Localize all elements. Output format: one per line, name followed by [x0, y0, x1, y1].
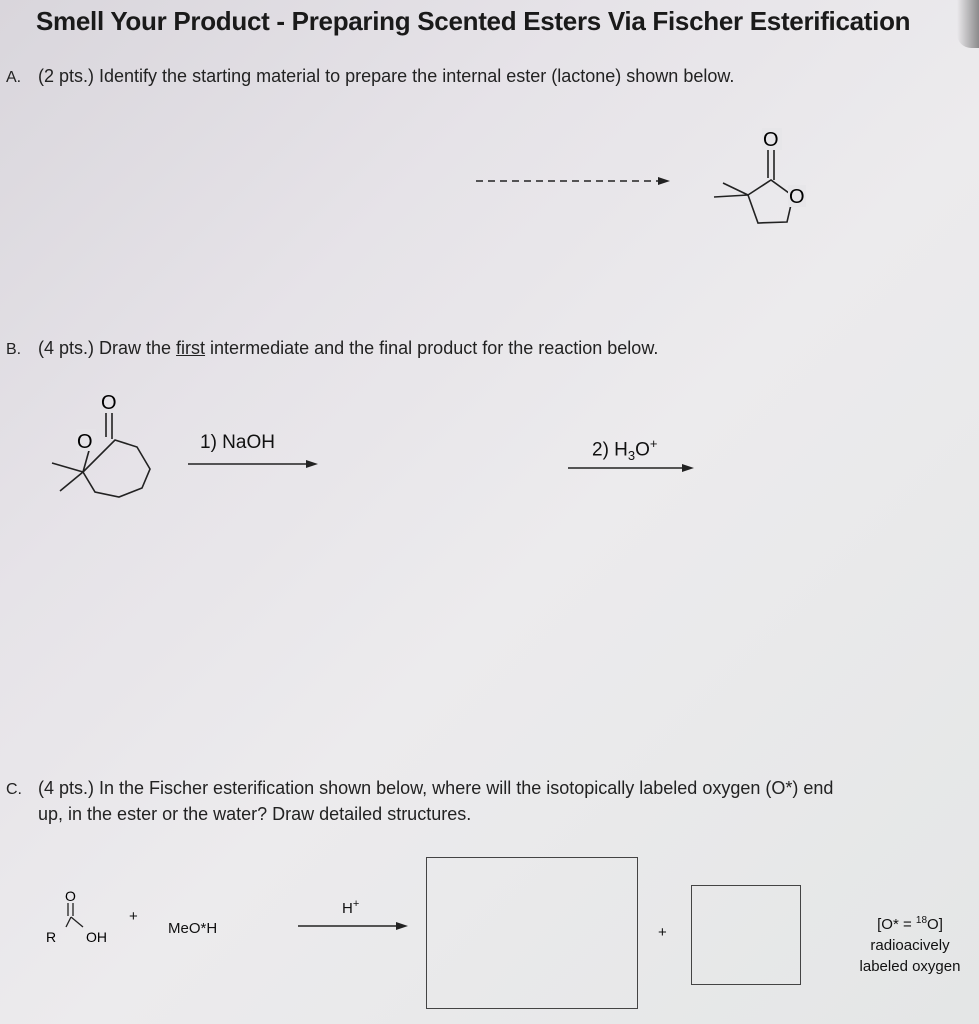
carboxylic-acid-structure: [40, 885, 130, 955]
lactone-structure-b: [40, 385, 170, 510]
isotope-note-prefix: [O* =: [877, 916, 916, 933]
question-c: [6, 776, 833, 826]
isotope-note-suffix: O]: [927, 916, 943, 933]
ring-oxygen-b: O: [77, 431, 93, 453]
question-b-emphasis: first: [176, 338, 206, 358]
carbonyl-oxygen-a: O: [763, 129, 779, 151]
plus-sign-2: +: [658, 924, 667, 941]
reagent-step-2: [592, 436, 658, 463]
acid-catalyst-h: H: [342, 900, 353, 917]
question-c-text-line1: (4 pts.) In the Fischer esterification shown below, where will the isotopically labeled oxygen (O*) end: [38, 778, 834, 798]
question-b-text-end: intermediate and the final product for the reaction below.: [205, 338, 659, 358]
question-a: [6, 66, 734, 87]
question-a-text: (2 pts.) Identify the starting material to prepare the internal ester (lactone) shown below.: [38, 66, 735, 86]
water-answer-box[interactable]: [691, 885, 801, 985]
dashed-arrow-a: [470, 170, 680, 190]
acid-catalyst-charge: +: [352, 898, 360, 910]
plus-sign-1: +: [129, 908, 138, 925]
question-c-text-line2: up, in the ester or the water? Draw detailed structures.: [38, 804, 472, 824]
reagent-step-2-oxygen: O: [635, 439, 650, 461]
reagent-step-2-superscript: +: [649, 436, 658, 451]
isotope-mass-number: 18: [915, 915, 928, 926]
reaction-arrow-b1: [188, 458, 323, 470]
reagent-step-2-prefix: 2) H: [592, 439, 628, 461]
isotope-note-line2: radioacively: [870, 937, 950, 954]
question-b-letter: B.: [6, 341, 22, 358]
reagent-step-2-subscript: 3: [627, 448, 636, 464]
page-edge-shadow: [957, 0, 979, 48]
alcohol-reagent: MeO*H: [168, 920, 218, 937]
page-title: Smell Your Product - Preparing Scented Esters Via Fischer Esterification: [36, 6, 911, 36]
reagent-step-1: 1) NaOH: [200, 432, 275, 453]
ester-answer-box[interactable]: [426, 857, 638, 1009]
isotope-note: [845, 910, 975, 977]
lactone-structure-a: [700, 120, 820, 240]
reaction-arrow-c: [298, 920, 413, 932]
acid-r-group: R: [46, 929, 57, 945]
question-a-letter: A.: [6, 69, 22, 86]
ring-oxygen-a: O: [789, 186, 805, 208]
question-c-letter: C.: [6, 781, 22, 798]
question-b: [6, 338, 658, 359]
reaction-arrow-b2: [568, 462, 703, 474]
question-b-text-start: (4 pts.) Draw the: [38, 338, 177, 358]
acid-catalyst: [342, 898, 359, 917]
carbonyl-oxygen-b: O: [101, 392, 117, 414]
acid-hydroxyl: OH: [86, 929, 107, 945]
acid-carbonyl-oxygen: O: [65, 888, 76, 904]
isotope-note-line1: [845, 910, 975, 935]
isotope-note-line3: labeled oxygen: [859, 958, 961, 975]
